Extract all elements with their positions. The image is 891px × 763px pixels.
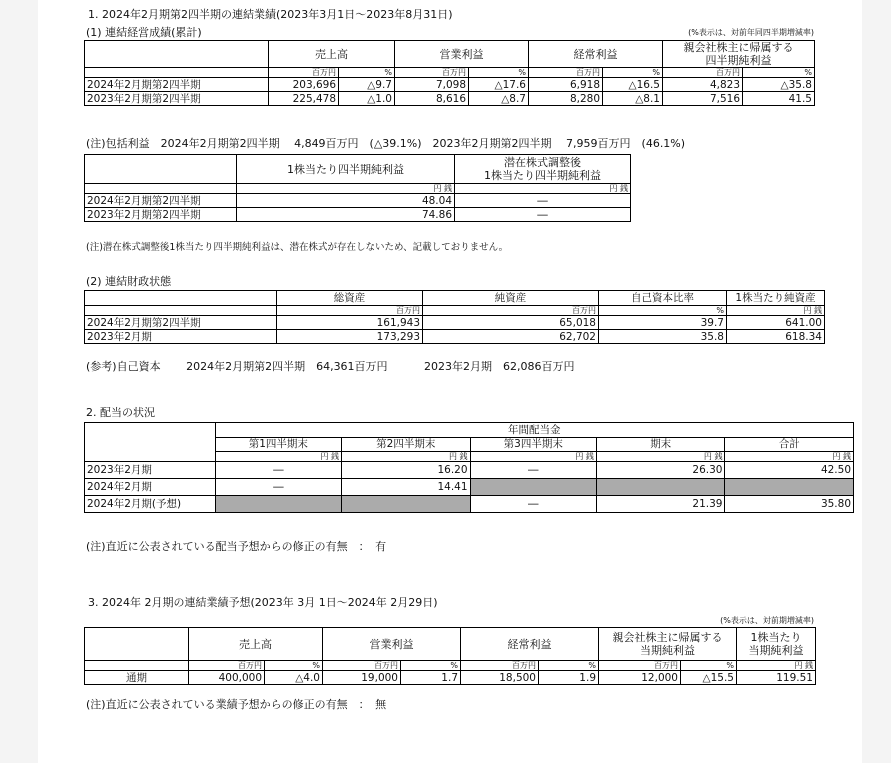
units-row: 円 銭 円 銭 円 銭 円 銭 円 銭: [85, 451, 854, 461]
header-annual-dividend: 年間配当金: [215, 423, 853, 438]
units-row: 円 銭 円 銭: [85, 184, 631, 194]
header-net-assets: 純資産: [423, 291, 599, 306]
section1-subtitle: (1) 連結経営成績(累計): [86, 26, 202, 39]
table-row: 2024年2月期(予想) ― 21.39 35.80: [85, 495, 854, 512]
header-sales: 売上高: [269, 41, 395, 68]
forecast-note-right: (%表示は、対前期増減率): [720, 616, 814, 625]
table-row: 2023年2月期 ― 16.20 ― 26.30 42.50: [85, 461, 854, 478]
forecast-table: [84, 627, 816, 685]
header-q1-end: 第1四半期末: [215, 437, 341, 451]
operating-results-table: [84, 40, 815, 106]
section1-title: 1. 2024年2月期第2四半期の連結業績(2023年3月1日～2023年8月31日): [88, 8, 453, 21]
header-total: 合計: [725, 437, 854, 451]
table-row: 2024年2月期第2四半期 161,943 65,018 39.7 641.00: [85, 316, 825, 330]
header-diluted-eps: 潜在株式調整後 1株当たり四半期純利益: [455, 155, 631, 184]
table-row: 2023年2月期 173,293 62,702 35.8 618.34: [85, 330, 825, 344]
header-year-end: 期末: [596, 437, 725, 451]
eps-table: [84, 154, 631, 222]
units-row: 百万円 % 百万円 % 百万円 % 百万円 % 円 銭: [85, 661, 816, 671]
units-row: 百万円 百万円 % 円 銭: [85, 306, 825, 316]
header-net-profit: 親会社株主に帰属する 四半期純利益: [663, 41, 815, 68]
document-page: [38, 0, 862, 763]
header-operating-profit: 営業利益: [323, 628, 461, 661]
header-eps: 1株当たり四半期純利益: [237, 155, 455, 184]
equity-reference: (参考)自己資本 2024年2月期第2四半期 64,361百万円 2023年2月期 62,086百万円: [86, 360, 575, 373]
dividends-table: [84, 422, 854, 513]
table-row: 2024年2月期第2四半期 48.04 ―: [85, 194, 631, 208]
table-row: 2023年2月期第2四半期 74.86 ―: [85, 208, 631, 222]
table-row: 2024年2月期第2四半期 203,696 △9.7 7,098 △17.6 6,918 △16.5 4,823 △35.8: [85, 78, 815, 92]
header-net-profit: 親会社株主に帰属する 当期純利益: [599, 628, 737, 661]
comprehensive-income-note: (注)包括利益 2024年2月期第2四半期 4,849百万円 (△39.1%) 2023年2月期第2四半期 7,959百万円 (46.1%): [86, 137, 686, 150]
dividend-revision-note: (注)直近に公表されている配当予想からの修正の有無 ： 有: [86, 540, 387, 553]
table-row: 通期 400,000 △4.0 19,000 1.7 18,500 1.9 12,000 △15.5 119.51: [85, 671, 816, 685]
header-total-assets: 総資産: [277, 291, 423, 306]
forecast-revision-note: (注)直近に公表されている業績予想からの修正の有無 ： 無: [86, 698, 387, 711]
eps-note: (注)潜在株式調整後1株当たり四半期純利益は、潜在株式が存在しないため、記載しておりません。: [86, 242, 509, 253]
header-ordinary-profit: 経常利益: [461, 628, 599, 661]
dividends-title: 2. 配当の状況: [86, 406, 155, 419]
forecast-title: 3. 2024年 2月期の連結業績予想(2023年 3月 1日～2024年 2月29日): [88, 596, 438, 609]
header-operating-profit: 営業利益: [395, 41, 529, 68]
header-bps: 1株当たり純資産: [727, 291, 825, 306]
section2-subtitle: (2) 連結財政状態: [86, 275, 172, 288]
units-row: 百万円 % 百万円 % 百万円 % 百万円 %: [85, 68, 815, 78]
table-row: 2024年2月期 ― 14.41: [85, 478, 854, 495]
header-eps: 1株当たり 当期純利益: [737, 628, 816, 661]
header-ordinary-profit: 経常利益: [529, 41, 663, 68]
header-equity-ratio: 自己資本比率: [599, 291, 727, 306]
section1-note-right: (%表示は、対前年同四半期増減率): [688, 28, 814, 37]
header-q2-end: 第2四半期末: [342, 437, 471, 451]
financial-position-table: [84, 290, 825, 344]
header-sales: 売上高: [189, 628, 323, 661]
header-q3-end: 第3四半期末: [470, 437, 596, 451]
table-row: 2023年2月期第2四半期 225,478 △1.0 8,616 △8.7 8,280 △8.1 7,516 41.5: [85, 92, 815, 106]
